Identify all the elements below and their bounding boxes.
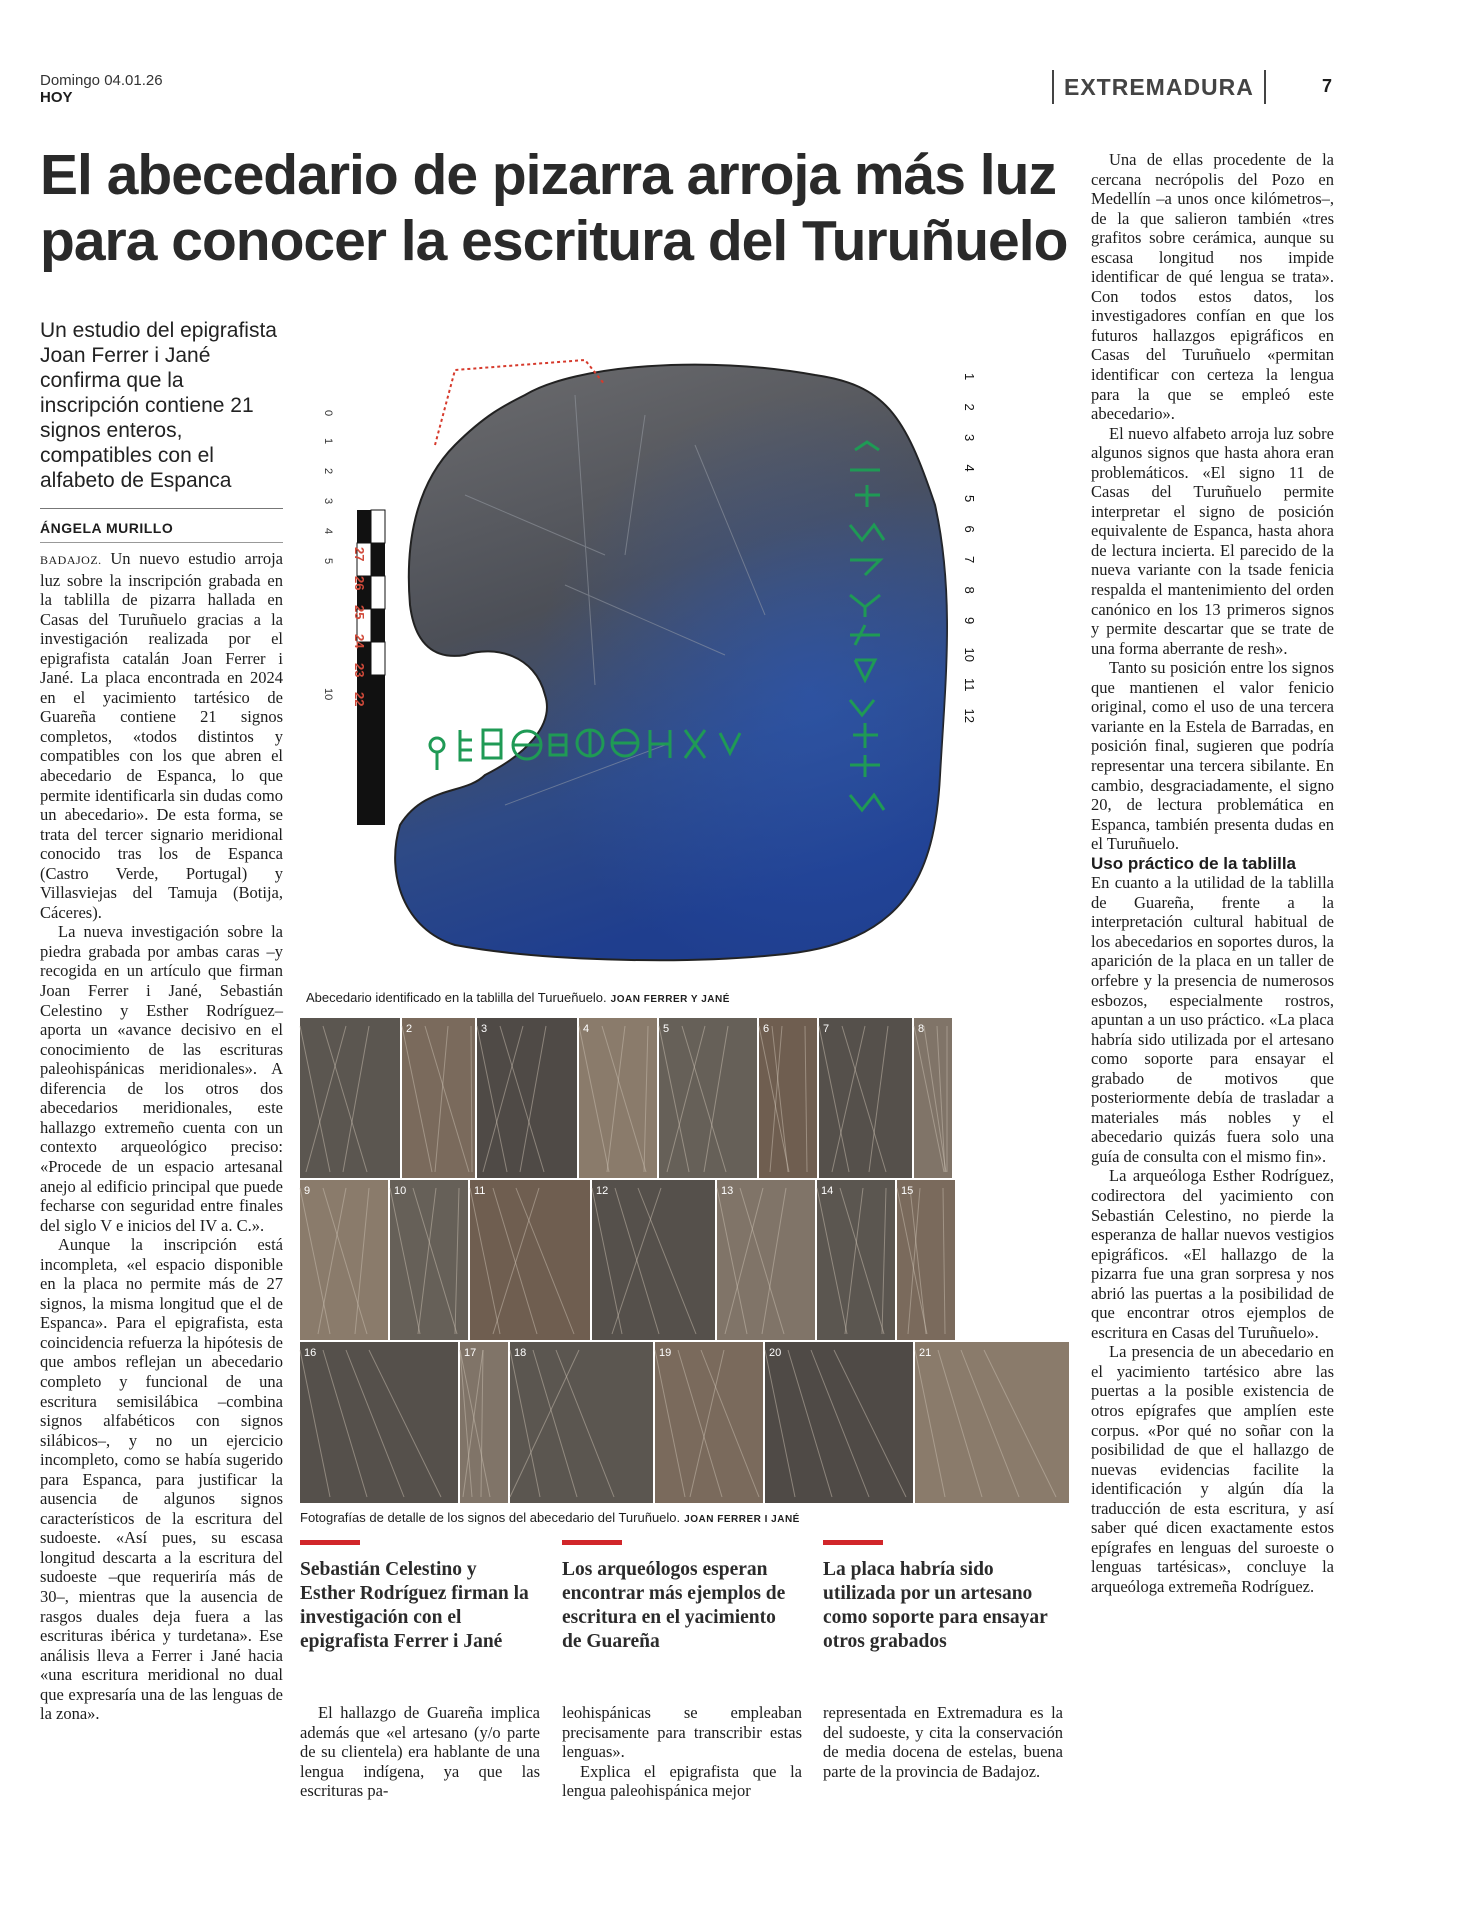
quote-rule (300, 1540, 360, 1545)
issue-date: Domingo 04.01.26 (40, 72, 163, 89)
caption-text: Abecedario identificado en la tablilla del Turueñuelo. (306, 990, 607, 1005)
tile-number: 20 (769, 1347, 782, 1359)
body-column-bottom (823, 1703, 1063, 1781)
pull-quote: Sebastián Celestino y Esther Rodríguez firman la investigación con el epigrafista Ferrer i Jané (300, 1559, 529, 1652)
lower-sign-number: 27 (352, 547, 367, 562)
tile-number: 5 (663, 1023, 670, 1035)
detail-photo-tile (390, 1180, 468, 1340)
quote-rule (562, 1540, 622, 1545)
section-label: EXTREMADURA (1064, 74, 1254, 100)
tile-background (390, 1180, 468, 1340)
detail-photo-tile (579, 1018, 657, 1178)
paragraph: Un nuevo estudio arroja luz sobre la inscripción grabada en la tablilla de pizarra hallada en Casas del Turuñuelo gracias a la investigación realizada por el epigrafista catalán Joan Ferrer i Jané. La placa encontrada en 2024 en el yacimiento tartésico de Guareña contiene 21 signos completos, «todos distintos y compatibles con los que abren el abecedario de Espanca, lo que permite identificarla sin dudas como un abecedario». De esta forma, se trata del tercer signario meridional conocido tras los de Espanca (Castro Verde, Portugal) y Villasviejas del Tamuja (Botija, Cáceres). (40, 549, 284, 922)
detail-photo-tile (402, 1018, 475, 1178)
photo-credit: JOAN FERRER Y JANÉ (610, 994, 730, 1005)
tile-number: 7 (823, 1023, 830, 1035)
scale-label: 3 (322, 498, 334, 505)
tile-background (300, 1180, 388, 1340)
sign-number-label: 2 (962, 403, 977, 411)
detail-photo-grid (300, 1018, 1071, 1503)
tile-background (460, 1342, 508, 1503)
detail-photo-tile (592, 1180, 715, 1340)
detail-photo-tile (477, 1018, 577, 1178)
caption-text: Fotografías de detalle de los signos del abecedario del Turuñuelo. (300, 1510, 681, 1525)
paragraph: Explica el epigrafista que la lengua paleohispánica mejor (562, 1761, 802, 1801)
detail-photo-tile (655, 1342, 763, 1503)
tile-number: 11 (474, 1185, 486, 1197)
tile-number: 3 (481, 1023, 488, 1035)
photo-credit: JOAN FERRER I JANÉ (684, 1514, 800, 1525)
detail-photo-tile (817, 1180, 895, 1340)
detail-photo-tile (300, 1342, 458, 1503)
tile-number: 21 (919, 1347, 932, 1359)
paragraph: En cuanto a la utilidad de la tablilla de Guareña, frente a la interpretación cultural habitual de los abecedarios en soportes duros, la aparición de la placa en un taller de orfebre y la presencia de numerosos esbozos, especialmente rostros, apuntan a un uso práctico. «La placa habría sido utilizada por el artesano como soporte para ensayar el grabado de motivos que posteriormente debía de trasladar a materiales más nobles y el abecedario quizás fuera solo una guía de consulta con el mismo fin». (1091, 873, 1334, 1166)
tile-background (914, 1018, 952, 1178)
detail-photo-tile (300, 1018, 400, 1178)
paragraph: Una de ellas procedente de la cercana necrópolis del Pozo en Medellín –a unos once kilómetros–, de la que salieron también «tres grafitos sobre cerámica, aunque su escasa longitud nos impide identificar de qué lengua se trata». Con todos estos datos, los investigadores confían en que los futuros hallazgos epigráficos en Casas del Turuñuelo «permitan identificar con certeza la lengua para la que se empleó este abecedario». (1091, 150, 1334, 424)
tile-background (897, 1180, 955, 1340)
sign-number-label: 12 (962, 708, 977, 723)
detail-photo-tile (915, 1342, 1069, 1503)
detail-photo-tile (300, 1180, 388, 1340)
quote-rule (823, 1540, 883, 1545)
byline-rule (40, 542, 283, 543)
sign-number-label: 7 (962, 556, 977, 564)
section-header (1052, 70, 1266, 104)
detail-photo-tile (510, 1342, 653, 1503)
tile-number: 15 (901, 1185, 914, 1197)
paragraph: La nueva investigación sobre la piedra grabada por ambas caras –y recogida en un artículo que firman Joan Ferrer i Jané, Sebastián Celestino y Esther Rodríguez– aporta un «avance decisivo en el conocimiento de las escrituras paleohispánicas meridionales». A diferencia de los otros dos abecedarios meridionales, este hallazgo extremeño cuenta con un contexto arqueológico preciso: «Procede de un espacio artesanal anejo al edificio principal que puede fecharse con seguridad entre finales del siglo V e inicios del IV a. C.». (40, 922, 283, 1235)
sign-number-label: 6 (962, 525, 977, 533)
detail-photo-tile (765, 1342, 913, 1503)
tile-number: 6 (763, 1023, 770, 1035)
scale-label: 1 (322, 438, 334, 445)
tile-number: 2 (406, 1023, 413, 1035)
tile-number: 13 (721, 1185, 734, 1197)
pull-quote: Los arqueólogos esperan encontrar más ejemplos de escritura en el yacimiento de Guareña (562, 1559, 786, 1652)
dateline: BADAJOZ. (40, 553, 102, 567)
detail-photo-tile (717, 1180, 815, 1340)
tile-number: 12 (596, 1185, 609, 1197)
tile-background (510, 1342, 653, 1503)
tile-background (817, 1180, 895, 1340)
tile-number: 4 (583, 1023, 590, 1035)
paragraph: El hallazgo de Guareña implica además que «el artesano (y/o parte de su clientela) era hablante de una lengua indígena, ya que las escrituras pa- (300, 1703, 540, 1801)
body-column-left (40, 549, 283, 1724)
lower-sign-number: 24 (352, 634, 367, 649)
sign-number-label: 5 (962, 495, 977, 503)
paragraph: El nuevo alfabeto arroja luz sobre algunos signos que hasta ahora eran problemáticos. «El signo 11 de Casas del Turuñuelo permite interpretar el signo de posición equivalente de Espanca, hasta ahora de lectura incierta. El parecido de la nueva variante con la tsade fenicia respalda el mantenimiento del orden canónico en los 13 primeros signos y permite descartar que se trate de una forma aberrante de resh». (1091, 423, 1334, 658)
scale-label: 5 (322, 558, 334, 565)
detail-photo-tile (759, 1018, 817, 1178)
paragraph: La presencia de un abecedario en el yacimiento tartésico abre las puertas a la posible existencia de otros epígrafes que amplíen este corpus. «Por qué no soñar con la posibilidad de que el hallazgo de nuevas evidencias facilite la identificación y algún día la traducción de esta escritura, y así saber qué dicen exactamente estos epígrafes en lenguas del suroeste o lenguas tartésicas», concluye la arqueóloga extremeña Rodríguez. (1091, 1342, 1334, 1596)
subheadline: Un estudio del epigrafista Joan Ferrer i Jané confirma que la inscripción contiene 21 signos enteros, compatibles con el alfabeto de Espanca (40, 319, 277, 492)
scale-label: 2 (322, 468, 334, 475)
headline: El abecedario de pizarra arroja más luz para conocer la escritura del Turuñuelo (40, 143, 1068, 273)
tile-background (765, 1342, 913, 1503)
page-number: 7 (1322, 76, 1333, 96)
lower-sign-number: 26 (352, 576, 367, 591)
scale-label: 0 (322, 410, 334, 417)
paragraph: representada en Extremadura es la del sudoeste, y cita la conservación de media docena de estelas, buena parte de la provincia de Badajoz. (823, 1703, 1063, 1781)
scale-label: 4 (322, 528, 334, 535)
section-subtitle: Uso práctico de la tablilla (1091, 853, 1297, 873)
tile-number: 19 (659, 1347, 672, 1359)
paragraph: leohispánicas se empleaban precisamente para transcribir estas lenguas». (562, 1703, 802, 1762)
body-column-bottom (562, 1703, 802, 1801)
sign-number-label: 3 (962, 434, 977, 442)
sign-number-label: 8 (962, 586, 977, 594)
newspaper-name: HOY (40, 89, 73, 106)
lower-sign-number: 25 (352, 605, 367, 620)
lower-sign-number: 22 (352, 692, 367, 707)
tile-number: 17 (464, 1347, 477, 1359)
tile-background (819, 1018, 912, 1178)
body-column-right (1091, 150, 1334, 1596)
paragraph: Aunque la inscripción está incompleta, «el espacio disponible en la placa no permite más de 27 signos, la misma longitud que el de Espanca». Para el epigrafista, esta coincidencia refuerza la hipótesis de que ambos reflejan un abecedario completo y funcional de una escritura semisilábica –combina signos alfabéticos con signos silábicos–, y no un ejercicio incompleto, como se había sugerido para Espanca, para justificar la ausencia de algunos signos característicos de la escritura del sudoeste. «Así pues, su escasa longitud descarta a la escritura del sudoeste –que requeriría más de 30–, mientras que la ausencia de rasgos duales deja fuera a las escrituras ibérica y turdetana». Ese análisis lleva a Ferrer i Jané hacia «una escritura meridional no dual que expresaría una de las lenguas de la zona». (40, 1235, 283, 1724)
detail-photo-tile (470, 1180, 590, 1340)
paragraph: Tanto su posición entre los signos que mantienen el valor fenicio original, como el uso de una tercera variante en la Estela de Barradas, en posición final, sugieren que podría representar una tercera sibilante. En cambio, desgraciadamente, el signo 20, de lectura problemática en Espanca, también presenta dudas en el Turuñuelo. (1091, 658, 1334, 854)
tile-background (470, 1180, 590, 1340)
tile-background (579, 1018, 657, 1178)
tile-number: 16 (304, 1347, 317, 1359)
detail-photo-tile (914, 1018, 952, 1178)
tile-number: 18 (514, 1347, 527, 1359)
byline-rule (40, 508, 283, 509)
sign-number-label: 11 (962, 678, 977, 692)
byline-author: ÁNGELA MURILLO (40, 520, 174, 536)
tablet-photo (322, 355, 1025, 980)
pull-quote: La placa habría sido utilizada por un artesano como soporte para ensayar otros grabados (823, 1559, 1048, 1652)
photo-caption (306, 990, 730, 1005)
grid-caption (300, 1510, 800, 1525)
detail-photo-tile (659, 1018, 757, 1178)
sign-number-label: 4 (962, 464, 977, 472)
tile-background (655, 1342, 763, 1503)
tile-number: 10 (394, 1185, 407, 1197)
sign-number-label: 9 (962, 617, 977, 625)
detail-photo-tile (460, 1342, 508, 1503)
lower-sign-number: 23 (352, 663, 367, 678)
body-column-bottom (300, 1703, 540, 1801)
sign-number-label: 1 (962, 373, 977, 381)
detail-photo-tile (819, 1018, 912, 1178)
tile-background (300, 1342, 458, 1503)
detail-photo-tile (897, 1180, 955, 1340)
sign-number-label: 10 (962, 647, 977, 662)
tile-number: 14 (821, 1185, 834, 1197)
scale-label: 10 (322, 688, 334, 701)
tile-number: 9 (304, 1185, 311, 1197)
paragraph: La arqueóloga Esther Rodríguez, codirectora del yacimiento con Sebastián Celestino, no pierde la esperanza de hallar nuevos vestigios epigráficos. «El hallazgo de la pizarra fue una gran sorpresa y nos abrió las puertas a la posibilidad de que encontrar otros ejemplos de escritura en Casas del Turuñuelo». (1091, 1166, 1334, 1342)
tile-background (759, 1018, 817, 1178)
tile-number: 8 (918, 1023, 925, 1035)
